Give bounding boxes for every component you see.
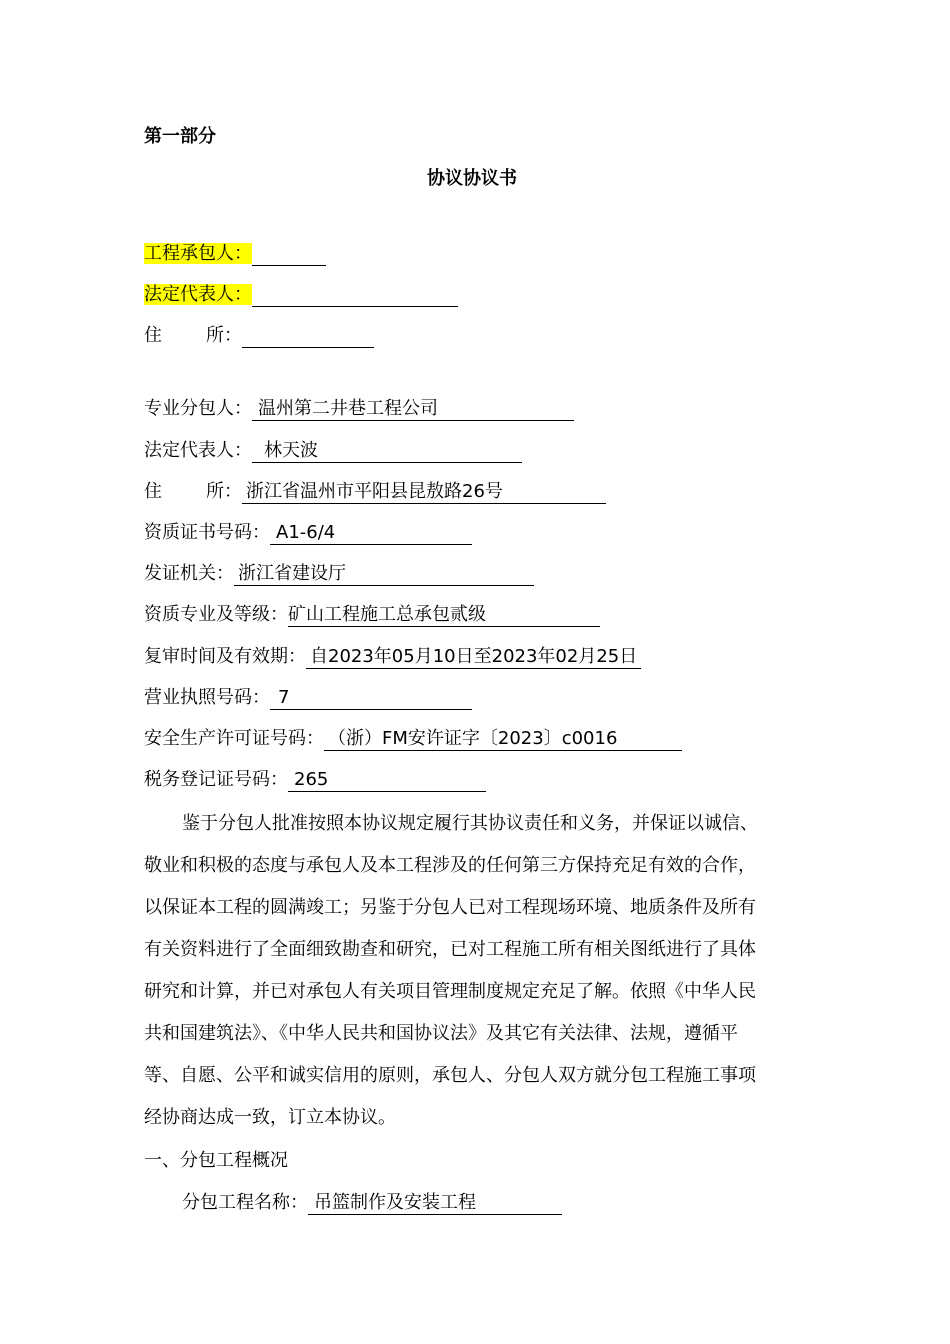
contractor-addr-label-a: 住	[144, 325, 162, 346]
body-line: 等、自愿、公平和诚实信用的原则，承包人、分包人双方就分包工程施工事项	[144, 1065, 756, 1086]
body-line: 共和国建筑法》、《中华人民共和国协议法》及其它有关法律、法规，遵循平	[144, 1023, 738, 1044]
sub-license-line	[144, 686, 472, 710]
contractor-rep-blank	[252, 284, 458, 307]
body-line: 敬业和积极的态度与承包人及本工程涉及的任何第三方保持充足有效的合作，	[144, 855, 756, 876]
sub-review-value: 自2023年05月10日至2023年02月25日	[306, 646, 641, 669]
contractor-rep-label: 法定代表人：	[144, 284, 252, 305]
sub-review-label: 复审时间及有效期：	[144, 646, 306, 667]
contractor-addr-label-b: 所：	[206, 325, 242, 346]
sub-license-label: 营业执照号码：	[144, 687, 270, 708]
project-name-line	[182, 1191, 562, 1215]
sub-issuer-value: 浙江省建设厅	[234, 563, 534, 586]
sub-cert-label: 资质证书号码：	[144, 522, 270, 543]
contractor-rep-line	[144, 283, 458, 307]
body-line: 经协商达成一致，订立本协议。	[144, 1107, 396, 1128]
project-name-label: 分包工程名称：	[182, 1192, 308, 1213]
sub-cert-value: A1-6/4	[270, 522, 472, 545]
sub-tax-label: 税务登记证号码：	[144, 769, 288, 790]
sub-name-value: 温州第二井巷工程公司	[252, 398, 574, 421]
body-line: 有关资料进行了全面细致勘查和研究，已对工程施工所有相关图纸进行了具体	[144, 939, 756, 960]
contractor-line	[144, 242, 326, 266]
sub-rep-label: 法定代表人：	[144, 440, 252, 461]
sub-license-value: 7	[270, 687, 472, 710]
body-line: 鉴于分包人批准按照本协议规定履行其协议责任和义务，并保证以诚信、	[182, 813, 758, 834]
sub-review-line	[144, 645, 641, 669]
sub-tax-value: 265	[288, 769, 486, 792]
sub-rep-line	[144, 439, 522, 463]
sub-tax-line	[144, 768, 486, 792]
sub-safety-label: 安全生产许可证号码：	[144, 728, 324, 749]
sub-name-label: 专业分包人：	[144, 398, 252, 419]
sub-cert-line	[144, 521, 472, 545]
contractor-label: 工程承包人：	[144, 243, 252, 264]
sub-name-line	[144, 397, 574, 421]
doc-title: 协议协议书	[427, 168, 517, 189]
body-line: 以保证本工程的圆满竣工；另鉴于分包人已对工程现场环境、地质条件及所有	[144, 897, 756, 918]
contractor-addr-blank	[242, 325, 374, 348]
sub-grade-value: 矿山工程施工总承包贰级	[288, 604, 600, 627]
project-name-value: 吊篮制作及安装工程	[308, 1192, 562, 1215]
body-paragraph	[144, 803, 810, 1139]
sub-grade-line	[144, 603, 600, 627]
contractor-addr-line	[144, 324, 374, 348]
part-label: 第一部分	[144, 126, 216, 147]
sub-rep-value: 林天波	[252, 440, 522, 463]
sub-addr-value: 浙江省温州市平阳县昆敖路26号	[242, 481, 606, 504]
sub-addr-label-b: 所：	[206, 481, 242, 502]
body-line: 研究和计算，并已对承包人有关项目管理制度规定充足了解。依照《中华人民	[144, 981, 756, 1002]
sub-issuer-label: 发证机关：	[144, 563, 234, 584]
sub-addr-label-a: 住	[144, 481, 162, 502]
sub-grade-label: 资质专业及等级：	[144, 604, 288, 625]
sub-safety-line	[144, 727, 682, 751]
contractor-blank	[252, 243, 326, 266]
sub-issuer-line	[144, 562, 534, 586]
sub-safety-value: （浙）FM安许证字〔2023〕c0016	[324, 728, 682, 751]
section1-title: 一、分包工程概况	[144, 1150, 288, 1171]
sub-addr-line	[144, 480, 606, 504]
